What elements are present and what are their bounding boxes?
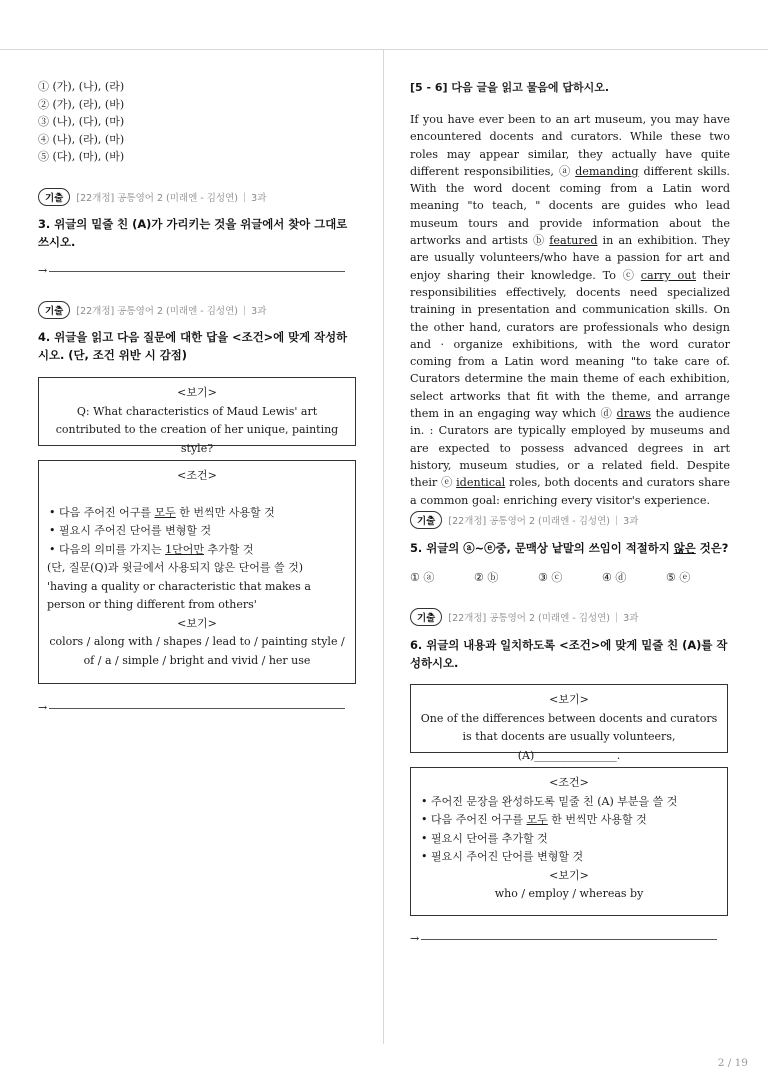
arrow-icon: → xyxy=(38,701,48,714)
page-number: 2 / 19 xyxy=(717,1057,748,1069)
lesson-text: 3과 xyxy=(623,516,639,527)
separator: | xyxy=(614,611,619,623)
source-text: [22개정] 공통영어 2 (미래엔 - 김성연) xyxy=(76,306,238,317)
marker-a: ⓐ xyxy=(558,164,571,178)
choice-4[interactable]: ④ ⓓ xyxy=(602,571,627,584)
condition-box-q6 xyxy=(410,767,728,916)
bogi-label: <보기> xyxy=(549,868,589,882)
answer-underline xyxy=(49,270,345,272)
option-2: ② (가), (라), (바) xyxy=(38,97,125,111)
section-heading: [5 - 6] 다음 글을 읽고 물음에 답하시오. xyxy=(410,81,610,94)
choice-5[interactable]: ⑤ ⓔ xyxy=(666,571,691,584)
source-tag: 기출 xyxy=(38,301,70,319)
bogi-question: Q: What characteristics of Maud Lewis' art contributed to the creation of her unique, painting style? xyxy=(55,404,339,455)
arrow-icon: → xyxy=(410,932,420,945)
lesson-text: 3과 xyxy=(623,613,639,624)
word-bank: colors / along with / shapes / lead to / painting style / of / a / simple / bright and vivid / her use xyxy=(49,635,345,667)
choice-1[interactable]: ① ⓐ xyxy=(410,571,435,584)
source-row-q5 xyxy=(410,511,638,529)
bogi-label: <보기> xyxy=(177,616,217,630)
bogi-label: <보기> xyxy=(549,693,589,706)
source-tag: 기출 xyxy=(38,188,70,206)
condition-label: <조건> xyxy=(549,776,589,789)
condition-note: (단, 질문(Q)과 윗글에서 사용되지 않은 단어를 쓸 것) xyxy=(47,561,304,574)
source-text: [22개정] 공통영어 2 (미래엔 - 김성연) xyxy=(448,516,610,527)
condition-item: • 다음 주어진 어구를 모두 한 번씩만 사용할 것 xyxy=(47,504,347,523)
arrow-icon: → xyxy=(38,264,48,277)
separator: | xyxy=(614,514,619,526)
bogi-label: <보기> xyxy=(177,386,217,399)
option-4: ④ (나), (라), (마) xyxy=(38,132,125,146)
bogi-sentence: One of the differences between docents and curators is that docents are usually volunteers, (A)_______________. xyxy=(420,711,718,762)
condition-box-q4 xyxy=(38,460,356,684)
underlined-a: demanding xyxy=(575,164,639,178)
question-5-title: 5. 위글의 ⓐ~ⓔ중, 문맥상 낱말의 쓰임이 적절하지 않은 것은? xyxy=(410,541,729,555)
reading-passage: If you have ever been to an art museum, you may have encountered docents and curators. While these two roles may appear similar, they actually have quite different responsibilities, ⓐ demanding different skills. With the word docent coming from a Latin word meaning "to teach, " docents are guides who lead museum tours and provide information about the artworks and artists ⓑ featured in an exhibition. They are usually volunteers/who have a passion for art and enjoy sharing their knowledge. To ⓒ carry out their responsibilities effectively, docents need specialized training in presentation and communication skills. On the other hand, curators are professionals who design and · organize exhibitions, with the word curator coming from a Latin word meaning "to take care of. Curators determine the main theme of each exhibition, select artworks that fit with the theme, and arrange them in an engaging way which ⓓ draws the audience in. : Curators are typically employed by museums and are expected to possess advanced degrees in art history, museum studies, or a related field. Despite their ⓔ identical roles, both docents and curators share a common goal: enriching every visitor's experience. xyxy=(410,113,731,507)
answer-options xyxy=(38,78,124,166)
answer-line-q4[interactable] xyxy=(38,701,345,714)
option-1: ① (가), (나), (라) xyxy=(38,80,125,93)
answer-line-q6[interactable] xyxy=(410,932,717,945)
source-text: [22개정] 공통영어 2 (미래엔 - 김성연) xyxy=(448,613,610,624)
marker-e: ⓔ xyxy=(441,476,453,490)
bogi-box-q6 xyxy=(410,684,728,762)
marker-c: ⓒ xyxy=(622,268,634,282)
separator: | xyxy=(242,191,247,203)
question-3-title: 3. 위글의 밑줄 친 (A)가 가리키는 것을 위글에서 찾아 그대로 쓰시오. xyxy=(38,217,348,249)
header-rule xyxy=(0,49,768,50)
column-divider xyxy=(383,50,384,1044)
answer-line-q3[interactable] xyxy=(38,264,345,277)
lesson-text: 3과 xyxy=(251,193,267,204)
meaning-text: 'having a quality or characteristic that makes a person or thing different from others' xyxy=(47,579,311,611)
choice-2[interactable]: ② ⓑ xyxy=(474,571,499,584)
underlined-b: featured xyxy=(549,234,598,248)
condition-item: • 필요시 주어진 단어를 변형할 것 xyxy=(47,522,347,541)
condition-item: • 필요시 단어를 추가할 것 xyxy=(419,830,719,849)
condition-list xyxy=(47,504,347,560)
underlined-d: draws xyxy=(616,407,652,421)
condition-item: • 필요시 주어진 단어를 변형할 것 xyxy=(419,848,719,867)
answer-underline xyxy=(49,707,345,709)
condition-item: • 다음의 의미를 가지는 1단어만 추가할 것 xyxy=(47,541,347,560)
option-5: ⑤ (다), (마), (바) xyxy=(38,150,125,163)
lesson-text: 3과 xyxy=(251,306,267,317)
source-row-q6 xyxy=(410,608,638,626)
choice-3[interactable]: ③ ⓒ xyxy=(538,571,563,584)
underlined-e: identical xyxy=(456,476,506,490)
marker-d: ⓓ xyxy=(600,407,612,421)
bogi-box-q4 xyxy=(38,377,356,455)
answer-underline xyxy=(421,938,717,940)
question-5-choices xyxy=(410,569,730,585)
source-tag: 기출 xyxy=(410,608,442,626)
source-tag: 기출 xyxy=(410,511,442,529)
option-3: ③ (나), (다), (마) xyxy=(38,115,125,128)
condition-label: <조건> xyxy=(177,469,217,482)
question-6-title: 6. 위글의 내용과 일치하도록 <조건>에 맞게 밑줄 친 (A)를 작성하시오. xyxy=(410,638,728,670)
source-text: [22개정] 공통영어 2 (미래엔 - 김성연) xyxy=(76,193,238,204)
condition-list xyxy=(419,793,719,867)
condition-item: • 주어진 문장을 완성하도록 밑줄 친 (A) 부분을 쓸 것 xyxy=(419,793,719,812)
source-row-q3 xyxy=(38,188,266,206)
word-bank: who / employ / whereas by xyxy=(494,887,644,900)
marker-b: ⓑ xyxy=(532,234,545,248)
source-row-q4 xyxy=(38,301,266,319)
separator: | xyxy=(242,304,247,316)
question-4-title: 4. 위글을 읽고 다음 질문에 대한 답을 <조건>에 맞게 작성하시오. (단, 조건 위반 시 감점) xyxy=(38,330,348,362)
underlined-c: carry out xyxy=(640,268,696,282)
condition-item: • 다음 주어진 어구를 모두 한 번씩만 사용할 것 xyxy=(419,811,719,830)
